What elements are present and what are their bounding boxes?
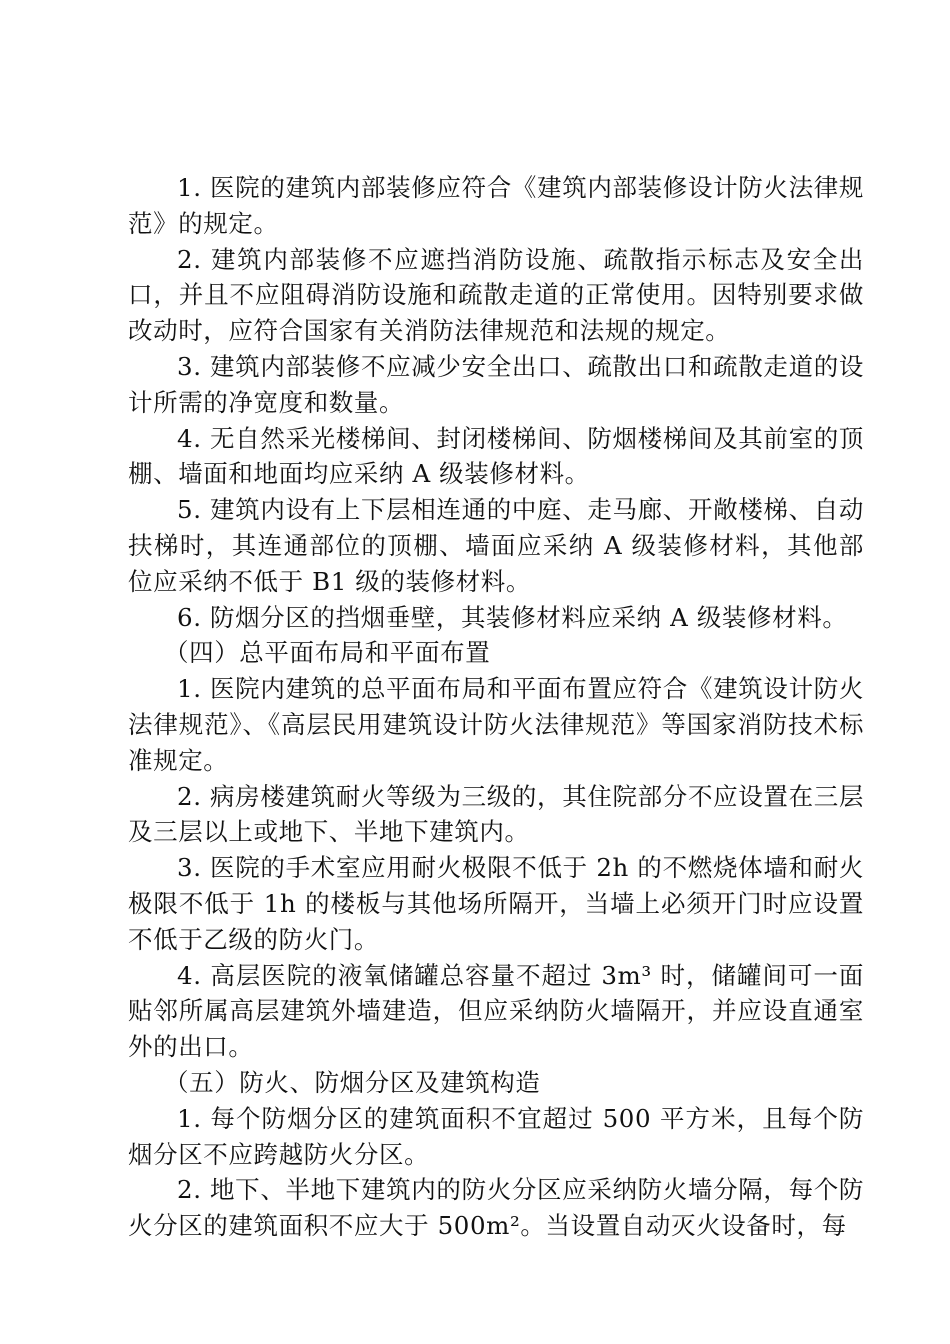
paragraph-layout-1: 1. 医院内建筑的总平面布局和平面布置应符合《建筑设计防火法律规范》、《高层民用建筑设计防火法律规范》等国家消防技术标准规定。 [128, 674, 864, 775]
document-page [128, 170, 864, 1244]
paragraph-decoration-4: 4. 无自然采光楼梯间、封闭楼梯间、防烟楼梯间及其前室的顶棚、墙面和地面均应采纳 A 级装修材料。 [128, 423, 864, 489]
paragraph-decoration-5: 5. 建筑内设有上下层相连通的中庭、走马廊、开敞楼梯、自动扶梯时，其连通部位的顶棚、墙面应采纳 A 级装修材料，其他部位应采纳不低于 B1 级的装修材料。 [128, 495, 864, 596]
section-heading-compartment: （五）防火、防烟分区及建筑构造 [164, 1067, 541, 1097]
paragraph-decoration-2: 2. 建筑内部装修不应遮挡消防设施、疏散指示标志及安全出口，并且不应阻碍消防设施和疏散走道的正常使用。因特别要求做改动时，应符合国家有关消防法律规范和法规的规定。 [128, 244, 864, 346]
paragraph-decoration-3: 3. 建筑内部装修不应减少安全出口、疏散出口和疏散走道的设计所需的净宽度和数量。 [128, 351, 864, 417]
paragraph-layout-2: 2. 病房楼建筑耐火等级为三级的，其住院部分不应设置在三层及三层以上或地下、半地下建筑内。 [128, 781, 864, 847]
paragraph-layout-4: 4. 高层医院的液氧储罐总容量不超过 3m³ 时，储罐间可一面贴邻所属高层建筑外墙建造，但应采纳防火墙隔开，并应设直通室外的出口。 [128, 960, 864, 1062]
paragraph-decoration-6: 6. 防烟分区的挡烟垂壁，其装修材料应采纳 A 级装修材料。 [177, 602, 848, 632]
paragraph-compartment-2: 2. 地下、半地下建筑内的防火分区应采纳防火墙分隔，每个防火分区的建筑面积不应大于 500m²。当设置自动灭火设备时，每 [128, 1175, 864, 1241]
section-heading-layout: （四）总平面布局和平面布置 [164, 638, 491, 668]
paragraph-compartment-1: 1. 每个防烟分区的建筑面积不宜超过 500 平方米，且每个防烟分区不应跨越防火分区。 [128, 1103, 864, 1169]
paragraph-layout-3: 3. 医院的手术室应用耐火极限不低于 2h 的不燃烧体墙和耐火极限不低于 1h 的楼板与其他场所隔开，当墙上必须开门时应设置不低于乙级的防火门。 [128, 853, 864, 954]
paragraph-decoration-1: 1. 医院的建筑内部装修应符合《建筑内部装修设计防火法律规范》的规定。 [128, 173, 864, 238]
